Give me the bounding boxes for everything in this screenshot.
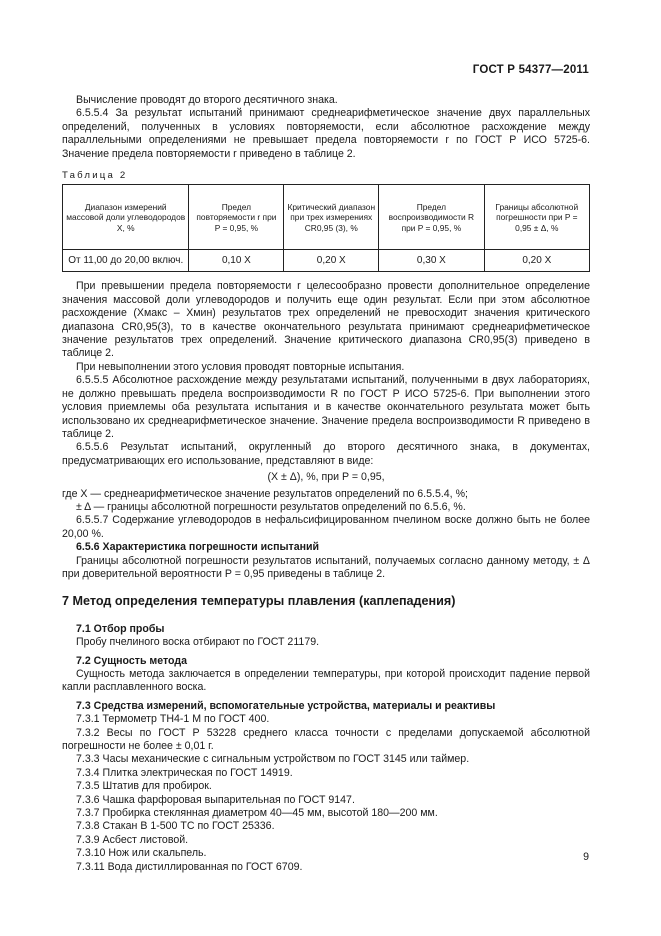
paragraph-6-5-5-7: 6.5.5.7 Содержание углеводородов в нефальсифицированном пчелином воске должно быть не более 20,00 %. — [62, 514, 590, 540]
list-item: 7.3.9 Асбест листовой. — [76, 833, 189, 846]
table-cell: 0,30 X — [379, 250, 484, 272]
paragraph-fail: При невыполнении этого условия проводят повторные испытания. — [76, 360, 405, 373]
paragraph-exceed: При превышении предела повторяемости r целесообразно провести дополнительное определение значения массовой доли углеводородов и получить еще один результат. Если при этом абсолютное расхождение (Xмакс – Xмин) результатов трех определений не превосходит значения критического диапазона CR0,95(3), то в качестве окончательного результата принимают среднеарифметическое значение результатов трех определений. Значение критического диапазона CR0,95(3) приведено в таблице 2. — [62, 280, 590, 360]
heading-7-1: 7.1 Отбор пробы — [76, 622, 165, 635]
list-item: 7.3.3 Часы механические с сигнальным устройством по ГОСТ 3145 или таймер. — [76, 753, 470, 766]
table-cell: 0,20 X — [284, 250, 379, 272]
formula-where-2: ± Δ — границы абсолютной погрешности результатов определений по 6.5.6, %. — [76, 500, 466, 513]
table-row — [63, 250, 590, 272]
page-number: 9 — [583, 851, 589, 863]
table-cell: 0,10 X — [189, 250, 284, 272]
list-item: 7.3.5 Штатив для пробирок. — [76, 780, 212, 793]
heading-6-5-6: 6.5.6 Характеристика погрешности испытаний — [76, 541, 320, 554]
document-header: ГОСТ Р 54377—2011 — [472, 64, 589, 76]
page-content — [62, 94, 590, 874]
table-caption: Таблица 2 — [62, 170, 128, 182]
list-item: 7.3.1 Термометр ТН4-1 М по ГОСТ 400. — [76, 713, 270, 726]
section-7-title: 7 Метод определения температуры плавления (каплепадения) — [62, 594, 456, 609]
list-item: 7.3.7 Пробирка стеклянная диаметром 40—45 мм, высотой 180—200 мм. — [76, 807, 438, 820]
table-header-cell: Предел повторяемости r при P = 0,95, % — [189, 185, 284, 250]
heading-7-3: 7.3 Средства измерений, вспомогательные устройства, материалы и реактивы — [76, 699, 496, 712]
list-item: 7.3.11 Вода дистиллированная по ГОСТ 6709. — [76, 860, 303, 873]
intro-paragraph: Вычисление проводят до второго десятичного знака. — [76, 94, 338, 106]
table-header-row — [63, 185, 590, 250]
paragraph-6-5-6: Границы абсолютной погрешности результатов испытаний, получаемых согласно данному методу, ± Δ при доверительной вероятности P = 0,95 приведены в таблице 2. — [62, 554, 590, 580]
list-item: 7.3.6 Чашка фарфоровая выпарительная по ГОСТ 9147. — [76, 793, 355, 806]
list-item: 7.3.10 Нож или скальпель. — [76, 847, 207, 860]
paragraph-7-1: Пробу пчелиного воска отбирают по ГОСТ 21179. — [76, 636, 320, 649]
table-header-cell: Предел воспроизводимости R при P = 0,95, % — [379, 185, 484, 250]
list-item: 7.3.2 Весы по ГОСТ Р 53228 среднего класса точности с пределами допускаемой абсолютной погрешности не более ± 0,01 г. — [62, 726, 590, 753]
table-header-cell: Критический диапазон при трех измерениях CR0,95 (3), % — [284, 185, 379, 250]
paragraph-6-5-5-4: 6.5.5.4 За результат испытаний принимают среднеарифметическое значение двух параллельных определений, полученных в условиях повторяемости, если абсолютное расхождение между параллельными определениями не превышает предела повторяемости r по ГОСТ Р ИСО 5725-6. Значение предела повторяемости r приведено в таблице 2. — [62, 107, 590, 160]
formula-where-1: где X — среднеарифметическое значение результатов определений по 6.5.5.4, %; — [62, 487, 468, 500]
list-item: 7.3.4 Плитка электрическая по ГОСТ 14919. — [76, 766, 293, 779]
table-header-cell: Диапазон измерений массовой доли углеводородов X, % — [63, 185, 189, 250]
paragraph-7-2: Сущность метода заключается в определении температуры, при которой происходит падение первой капли расплавленного воска. — [62, 668, 590, 694]
table-header-cell: Границы абсолютной погрешности при P = 0,95 ± Δ, % — [484, 185, 589, 250]
table-cell: От 11,00 до 20,00 включ. — [63, 250, 189, 272]
paragraph-6-5-5-5: 6.5.5.5 Абсолютное расхождение между результатами испытаний, полученными в двух лабораториях, не должно превышать предела воспроизводимости R по ГОСТ Р ИСО 5725-6. При выполнении этого условия приемлемы оба результата испытания и в качестве окончательного результата может быть использовано их среднеарифметическое значение. Значение предела воспроизводимости R приведено в таблице 2. — [62, 374, 590, 440]
heading-7-2: 7.2 Сущность метода — [76, 654, 188, 667]
table-2 — [62, 184, 590, 272]
table-cell: 0,20 X — [484, 250, 589, 272]
paragraph-6-5-5-6: 6.5.5.6 Результат испытаний, округленный до второго десятичного знака, в документах, предусматривающих его использование, представляют в виде: — [62, 441, 590, 467]
list-item: 7.3.8 Стакан В 1-500 ТС по ГОСТ 25336. — [76, 820, 275, 833]
result-formula: (X ± Δ), %, при P = 0,95, — [267, 471, 385, 484]
